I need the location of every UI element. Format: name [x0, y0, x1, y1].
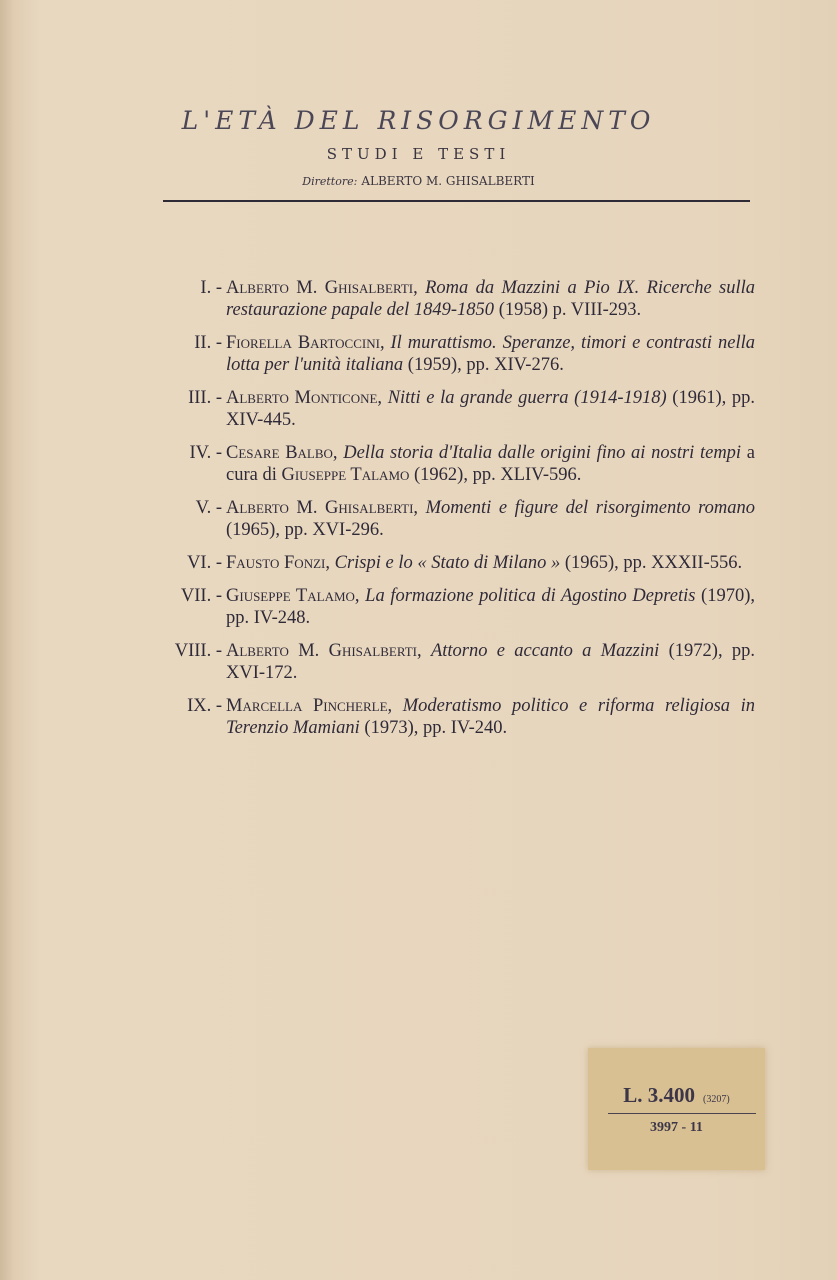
series-subtitle: STUDI E TESTI [326, 145, 511, 163]
volume-title: Della storia d'Italia dalle origini fino ai nostri tempi [343, 443, 742, 463]
citation-text: , [377, 388, 388, 408]
volume-number: II. - [194, 333, 222, 353]
author-name: Fausto Fonzi [226, 553, 326, 573]
volume-title: Il murattismo. Speranze, timori e contrasti nella lotta per l'unità italiana [226, 333, 755, 375]
volume-citation [226, 695, 755, 739]
volume-citation [226, 277, 755, 321]
author-name: Giuseppe Talamo [281, 465, 410, 485]
volume-number: III. - [188, 388, 222, 408]
volume-number: V. - [195, 498, 222, 518]
price-line [588, 1083, 765, 1108]
citation-text: (1961), pp. XIV-445. [226, 388, 755, 430]
header-rule [163, 200, 750, 202]
citation-text: , [325, 553, 335, 573]
price-sticker [588, 1048, 765, 1170]
price-code: (3207) [703, 1094, 730, 1105]
author-name: Marcella Pincherle [226, 696, 388, 716]
volume-number: VII. - [180, 586, 222, 606]
volume-number: VIII. - [174, 641, 222, 661]
citation-text: , [332, 443, 344, 463]
volume-entry [150, 442, 755, 486]
volume-entry [150, 552, 755, 574]
volume-number: VI. - [187, 553, 222, 573]
director-name: ALBERTO M. GHISALBERTI [361, 174, 535, 188]
citation-text: (1965), pp. XVI-296. [226, 520, 384, 540]
author-name: Alberto M. Ghisalberti [226, 278, 414, 298]
volume-citation [226, 497, 755, 541]
volume-citation [226, 552, 755, 574]
citation-text: , [379, 333, 391, 353]
volume-title: Attorno e accanto a Mazzini [430, 641, 660, 661]
volume-citation [226, 332, 755, 376]
volume-number: IX. - [187, 696, 222, 716]
author-name: Fiorella Bartoccini [226, 333, 380, 353]
author-name: Alberto M. Ghisalberti [226, 498, 414, 518]
volume-entry [150, 497, 755, 541]
volume-entry [150, 695, 755, 739]
sticker-rule [608, 1113, 756, 1114]
volume-entry [150, 277, 755, 321]
citation-text: (1958) p. VIII-293. [494, 300, 642, 320]
volume-citation [226, 585, 755, 629]
author-name: Giuseppe Talamo [226, 586, 355, 606]
catalog-code: 3997 - 11 [650, 1120, 703, 1135]
citation-text: , [354, 586, 366, 606]
author-name: Cesare Balbo [226, 443, 333, 463]
volume-entry [150, 640, 755, 684]
volume-title: Nitti e la grande guerra (1914-1918) [387, 388, 667, 408]
citation-text: (1972), pp. XVI-172. [226, 641, 755, 683]
volume-list [150, 277, 755, 750]
author-name: Alberto M. Ghisalberti [226, 641, 417, 661]
citation-text: a cura di [226, 443, 755, 485]
citation-text: , [387, 696, 403, 716]
price: L. 3.400 [623, 1083, 696, 1107]
volume-entry [150, 387, 755, 431]
director-line [0, 174, 837, 188]
citation-text: , [413, 498, 426, 518]
volume-number: IV. - [189, 443, 222, 463]
citation-text: (1962), pp. XLIV-596. [409, 465, 582, 485]
volume-citation [226, 640, 755, 684]
volume-citation [226, 442, 755, 486]
author-name: Alberto Monticone [226, 388, 378, 408]
citation-text: (1970), pp. IV-248. [226, 586, 756, 628]
volume-title: Moderatismo politico e riforma religiosa in Terenzio Mamiani [226, 696, 756, 738]
volume-title: Crispi e lo « Stato di Milano » [334, 553, 561, 573]
citation-text: , [413, 278, 426, 298]
volume-title: Momenti e figure del risorgimento romano [425, 498, 755, 518]
citation-text: , [417, 641, 431, 661]
volume-title: Roma da Mazzini a Pio IX. Ricerche sulla restaurazione papale del 1849-1850 [226, 278, 755, 320]
volume-citation [226, 387, 755, 431]
volume-entry [150, 585, 755, 629]
series-title: L'ETÀ DEL RISORGIMENTO [181, 106, 656, 135]
director-label: Direttore: [302, 175, 358, 188]
citation-text: (1959), pp. XIV-276. [403, 355, 564, 375]
citation-text: (1965), pp. XXXII-556. [560, 553, 743, 573]
citation-text: (1973), pp. IV-240. [359, 718, 508, 738]
volume-title: La formazione politica di Agostino Depretis [365, 586, 696, 606]
volume-number: I. - [200, 278, 222, 298]
volume-entry [150, 332, 755, 376]
